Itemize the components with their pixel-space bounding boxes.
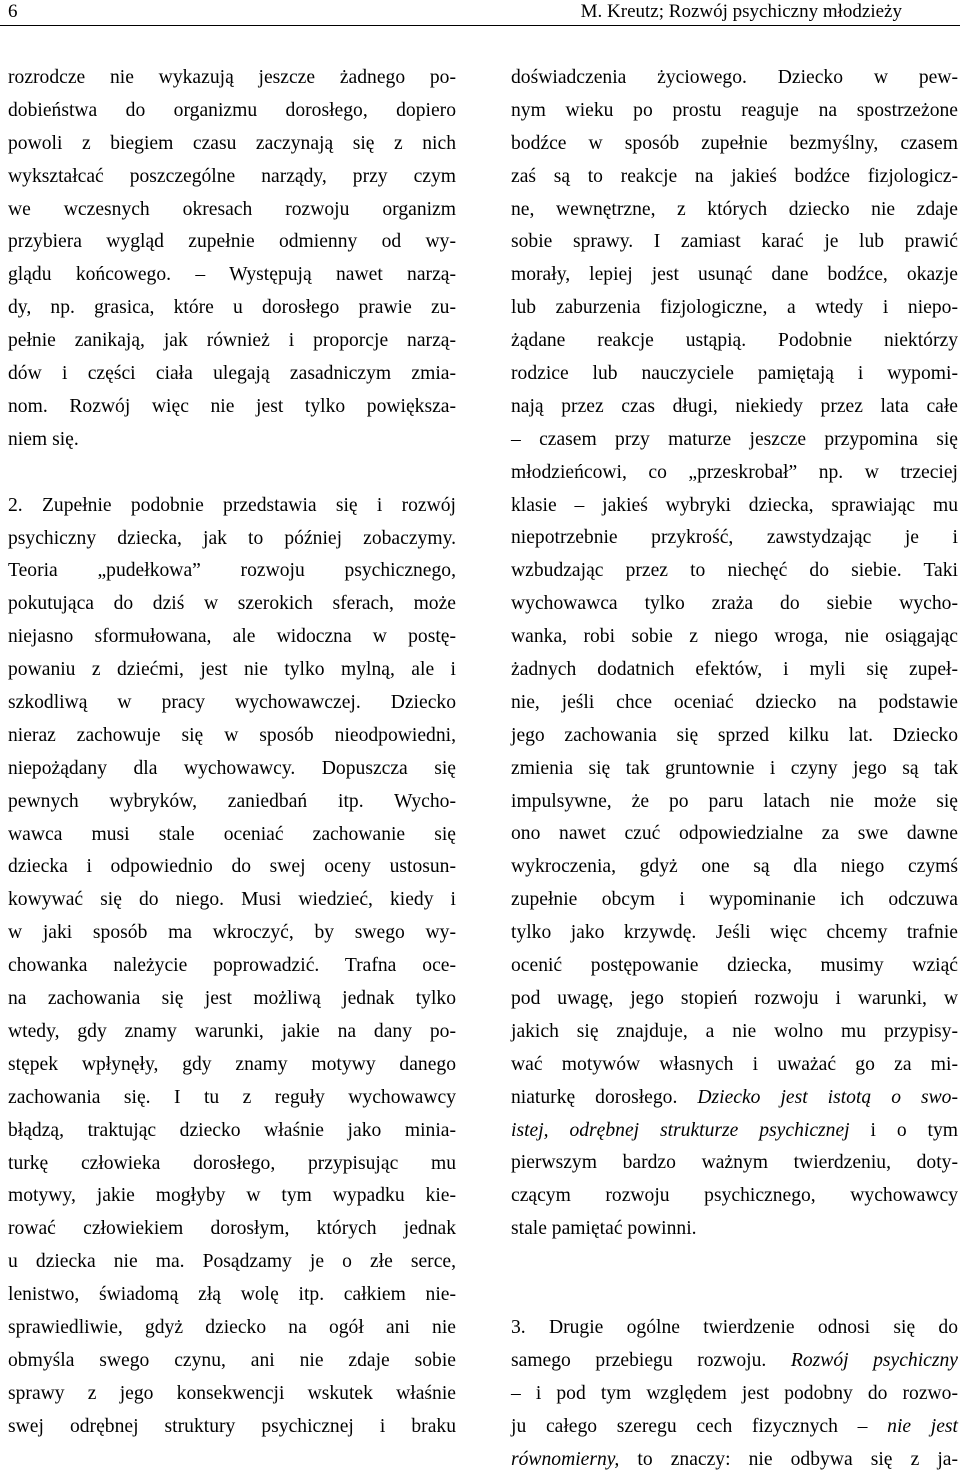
text-line: pewnych wybryków, zaniedbań itp. Wycho- xyxy=(8,790,456,812)
paragraph-gap xyxy=(511,1246,958,1312)
text-line: obmyśla swego czynu, ani nie zdaje sobie xyxy=(8,1349,456,1371)
text-line: wać motywów własnych i uważać go za mi- xyxy=(511,1053,958,1075)
emphasized-text: Dziecko jest istotą o swo- xyxy=(697,1086,958,1108)
text-line: glądu końcowego. – Występują nawet narzą- xyxy=(8,264,456,286)
paragraph-psychological-development xyxy=(8,490,456,1444)
text-line: żadnych dodatnich efektów, i myli się zupeł- xyxy=(511,659,958,681)
paragraph-uneven-development xyxy=(511,1312,958,1476)
text-line: swej odrębnej struktury psychicznej i braku xyxy=(8,1415,456,1437)
text-run: samego przebiegu rozwoju. xyxy=(511,1349,791,1371)
text-line: pokutująca do dziś w szerokich sferach, może xyxy=(8,593,456,615)
left-column xyxy=(8,62,456,1444)
text-line: ocenić postępowanie dziecka, musimy wziąć xyxy=(511,955,958,977)
text-line: nie, jeśli chce oceniać dziecko na podstawie xyxy=(511,691,958,713)
text-line: błądzą, traktując dziecko właśnie jako minia- xyxy=(8,1119,456,1141)
text-line: zachowania się. I tu z reguły wychowawcy xyxy=(8,1086,456,1108)
text-line: wtedy, gdy znamy warunki, jakie na dany po- xyxy=(8,1020,456,1042)
text-line: 2. Zupełnie podobnie przedstawia się i rozwój xyxy=(8,494,456,516)
text-line: w jaki sposób ma wkroczyć, by swego wy- xyxy=(8,922,456,944)
text-line xyxy=(511,1115,958,1148)
text-line: żądane reakcje ustąpią. Podobnie niektórzy xyxy=(511,330,958,352)
text-line: 3. Drugie ogólne twierdzenie odnosi się do xyxy=(511,1317,958,1339)
text-run: to znaczy: nie odbywa się z ja- xyxy=(619,1448,958,1470)
text-line: bodźce w sposób zupełnie bezmyślny, czasem xyxy=(511,132,958,154)
text-line: niepotrzebnie przykrość, zawstydzając je i xyxy=(511,527,958,549)
text-line: motywy, jakie mogłyby w tym wypadku kie- xyxy=(8,1185,456,1207)
text-line: wykroczenia, gdyż one są dla niego czymś xyxy=(511,856,958,878)
header-rule xyxy=(0,25,960,26)
text-run: ju całego szeregu cech fizycznych – xyxy=(511,1415,888,1437)
text-line: nom. Rozwój więc nie jest tylko powiększa- xyxy=(8,395,456,417)
text-line xyxy=(511,1345,958,1378)
text-run: niaturkę dorosłego. xyxy=(511,1086,698,1108)
text-run: i o tym xyxy=(849,1119,959,1141)
text-line: rować człowiekiem dorosłym, których jednak xyxy=(8,1218,456,1240)
text-line: ono nawet czuć odpowiedzialne za swe dawne xyxy=(511,823,958,845)
text-line: – i pod tym względem jest podobny do rozwo- xyxy=(511,1382,958,1404)
text-line: zaś są to reakcje na jakieś bodźce fizjologicz- xyxy=(511,165,958,187)
text-line: jego zachowania się sprzed kilku lat. Dziecko xyxy=(511,724,958,746)
text-line: nym wieku po prostu reaguje na spostrzeżone xyxy=(511,99,958,121)
emphasized-text: równomierny, xyxy=(511,1448,620,1470)
text-line: na zachowania się jest możliwą jednak tylko xyxy=(8,988,456,1010)
text-line: klasie – jakieś wybryki dziecka, sprawiając mu xyxy=(511,494,958,516)
text-line: nają przez czas długi, niekiedy przez lata całe xyxy=(511,395,958,417)
text-line xyxy=(511,1444,958,1477)
text-line: u dziecka nie ma. Posądzamy je o złe serce, xyxy=(8,1251,456,1273)
text-line: sprawiedliwie, gdyż dziecko na ogół ani nie xyxy=(8,1316,456,1338)
text-line: przybiera wygląd zupełnie odmienny od wy- xyxy=(8,231,456,253)
paragraph-gap xyxy=(8,457,456,490)
paragraph-development-not-enlargement xyxy=(8,62,456,457)
text-line: dy, np. grasica, które u dorosłego prawie zu- xyxy=(8,297,456,319)
text-line: kowywać się do niego. Musi wiedzieć, kiedy i xyxy=(8,889,456,911)
text-line: lub zaburzenia fizjologiczne, a wtedy i niepo- xyxy=(511,297,958,319)
text-line: morały, lepiej jest usunąć dane bodźce, okazje xyxy=(511,264,958,286)
text-line: sprawy z jego konsekwencji wskutek właśnie xyxy=(8,1382,456,1404)
text-line: jakich się znajduje, a nie wolno mu przypisy- xyxy=(511,1020,958,1042)
text-line: wykształcać poszczególne narządy, przy czym xyxy=(8,165,456,187)
text-line: niejasno sformułowana, ale widoczna w postę- xyxy=(8,626,456,648)
text-line: – czasem przy maturze jeszcze przypomina się xyxy=(511,428,958,450)
text-line: wychowawca tylko zraża do siebie wycho- xyxy=(511,593,958,615)
text-line: psychiczny dziecka, jak to później zobaczymy. xyxy=(8,527,456,549)
text-line: czącym rozwoju psychicznego, wychowawcy xyxy=(511,1185,958,1207)
text-line: rozrodcze nie wykazują jeszcze żadnego po- xyxy=(8,67,456,88)
page-header xyxy=(0,0,960,30)
running-title: M. Kreutz; Rozwój psychiczny młodzieży xyxy=(580,1,902,22)
text-line: Teoria „pudełkowa” rozwoju psychicznego, xyxy=(8,560,456,582)
text-line: niem się. xyxy=(8,428,79,450)
emphasized-text: Rozwój psychiczny xyxy=(790,1349,958,1371)
text-line: stale pamiętać powinni. xyxy=(511,1218,697,1240)
text-line: niepożądany dla wychowawcy. Dopuszcza się xyxy=(8,757,456,779)
text-line: dów i części ciała ulegają zasadniczym zmia- xyxy=(8,363,456,385)
text-line: pełnie zanikają, jak również i proporcje narzą- xyxy=(8,330,456,352)
right-column xyxy=(511,62,958,1477)
text-line: nieraz zachowuje się w sposób nieodpowiedni, xyxy=(8,724,456,746)
text-line: stępek wpłynęły, gdy znamy motywy danego xyxy=(8,1053,456,1075)
paragraph-continued xyxy=(511,62,958,1246)
emphasized-text: nie jest xyxy=(887,1415,959,1437)
text-line: pod uwagę, jego stopień rozwoju i warunki, w xyxy=(511,987,958,1009)
text-line xyxy=(511,1082,958,1115)
text-line: zmienia się tak gruntownie i czyny jego są tak xyxy=(511,757,958,779)
emphasized-text: istej, odrębnej strukturze psychicznej xyxy=(511,1119,850,1141)
text-line: wzbudzając przez to niechęć do siebie. Taki xyxy=(511,560,958,582)
text-line: powaniu z dziećmi, jest nie tylko mylną, ale i xyxy=(8,659,456,681)
page-number: 6 xyxy=(8,1,18,22)
text-line: dobieństwa do organizmu dorosłego, dopiero xyxy=(8,99,456,121)
text-line: rodzice lub nauczyciele pamiętają i wypomi- xyxy=(511,363,958,385)
text-line: pierwszym bardzo ważnym twierdzeniu, doty- xyxy=(511,1152,958,1174)
text-line: wanka, robi sobie z niego wroga, nie osiągając xyxy=(511,626,958,648)
text-line: wawca musi stale oceniać zachowanie się xyxy=(8,823,456,845)
text-line: dziecka i odpowiednio do swej oceny ustosun- xyxy=(8,856,456,878)
text-line: ne, wewnętrzne, z których dziecko nie zdaje xyxy=(511,198,958,220)
text-line: tylko jako krzywdę. Jeśli więc chcemy trafnie xyxy=(511,922,958,944)
text-line: we wczesnych okresach rozwoju organizm xyxy=(8,198,456,220)
text-line: młodzieńcowi, co „przeskrobał” np. w trzeciej xyxy=(511,461,958,483)
text-line: doświadczenia życiowego. Dziecko w pew- xyxy=(511,67,958,88)
text-line: impulsywne, że po paru latach nie może się xyxy=(511,790,958,812)
text-line xyxy=(511,1411,958,1444)
text-line: turkę człowieka dorosłego, przypisując mu xyxy=(8,1152,456,1174)
text-line: sobie sprawy. I zamiast karać je lub prawić xyxy=(511,231,958,253)
text-line: powoli z biegiem czasu zaczynają się z nich xyxy=(8,132,456,154)
text-line: lenistwo, świadomą złą wolę itp. całkiem nie- xyxy=(8,1284,456,1306)
text-line: szkodliwą w pracy wychowawczej. Dziecko xyxy=(8,692,456,714)
text-line: zupełnie obcym i wypominanie ich odczuwa xyxy=(511,889,958,911)
text-line: chowanka należycie poprowadzić. Trafna oce- xyxy=(8,955,456,977)
